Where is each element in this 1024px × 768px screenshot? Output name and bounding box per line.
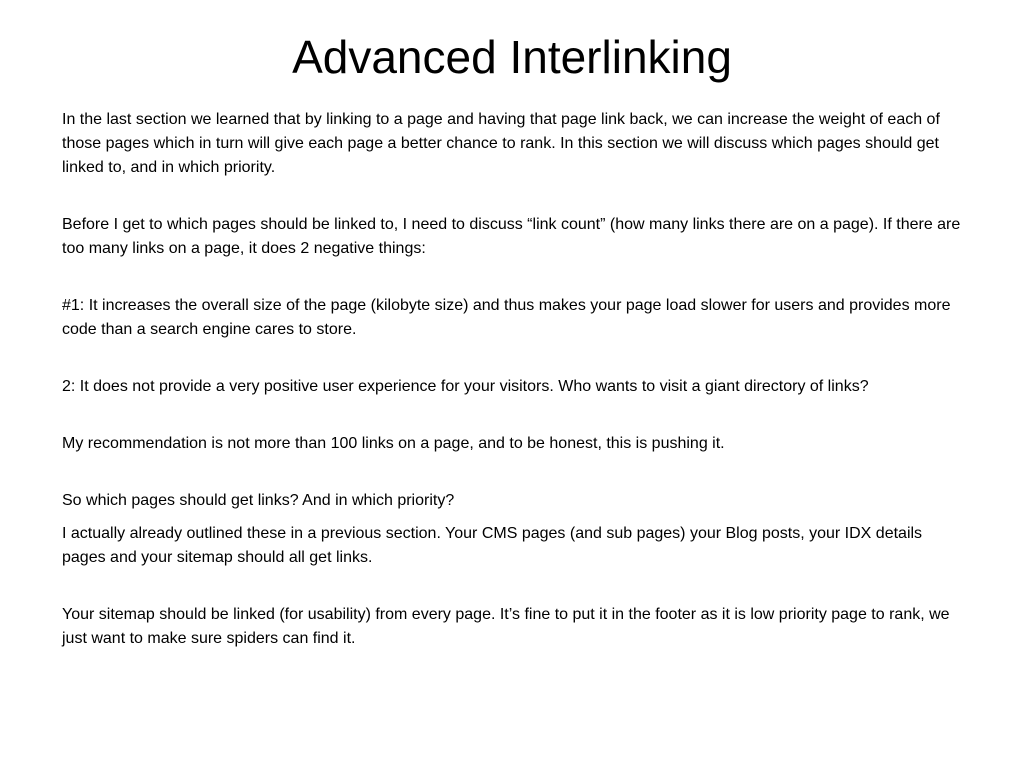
paragraph-question: So which pages should get links? And in which priority? [62, 492, 455, 509]
paragraph-outline: I actually already outlined these in a previous section. Your CMS pages (and sub pages) your Blog posts, your IDX details pages and your sitemap should all get links. [62, 525, 923, 566]
slide-body [62, 108, 962, 651]
slide-title: Advanced Interlinking [292, 31, 732, 83]
paragraph-point-2: 2: It does not provide a very positive user experience for your visitors. Who wants to visit a giant directory of links? [62, 378, 869, 395]
paragraph-recommendation: My recommendation is not more than 100 links on a page, and to be honest, this is pushing it. [62, 435, 725, 452]
paragraph-sitemap: Your sitemap should be linked (for usability) from every page. It’s fine to put it in the footer as it is low priority page to rank, we just want to make sure spiders can find it. [62, 606, 950, 647]
paragraph-point-1: #1: It increases the overall size of the page (kilobyte size) and thus makes your page load slower for users and provides more code than a search engine cares to store. [62, 297, 951, 338]
paragraph-intro: In the last section we learned that by linking to a page and having that page link back, we can increase the weight of each of those pages which in turn will give each page a better chance to rank. In this section we will discuss which pages should get linked to, and in which priority. [62, 111, 940, 176]
paragraph-link-count: Before I get to which pages should be linked to, I need to discuss “link count” (how many links there are on a page). If there are too many links on a page, it does 2 negative things: [62, 216, 961, 257]
